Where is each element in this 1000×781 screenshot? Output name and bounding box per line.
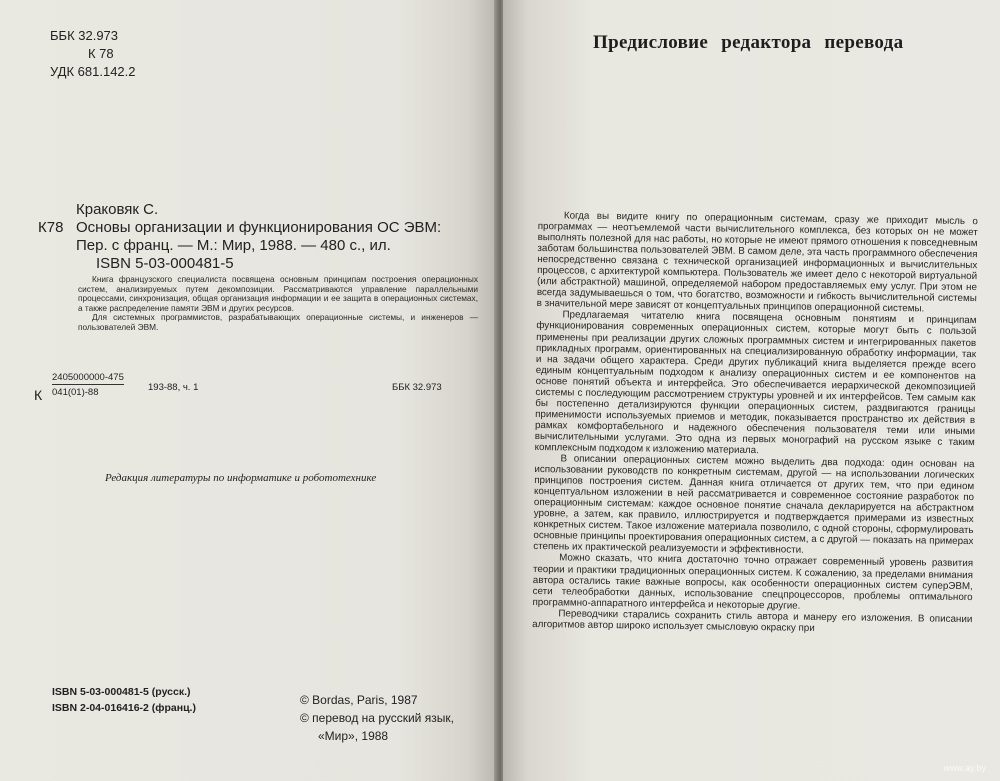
author-name: Краковяк С. — [76, 201, 159, 218]
preface-paragraph: В описании операционных систем можно выделить два подхода: один основан на использовании руководств по конкретным системам, другой — на использовании логических принципов построения систем. Данная книга отличается от других тем, что при едином концептуальном изложении в ней рассматривается и современное состояние разработок по операционным системам: каждое основное понятие сначала декларируется на абстрактном уровне, а затем, как правило, иллюстрируется и подтверждается примерами из известных конкретных систем. Такое изложение материала позволило, с одной стороны, сформулировать основные принципы проектирования операционных систем, а с другой — показать на примерах степень их практической реализуемости и эффективности. — [533, 453, 975, 557]
editorial-office: Редакция литературы по информатике и робототехнике — [105, 472, 377, 484]
isbn-russian: ISBN 5-03-000481-5 (русск.) — [52, 686, 191, 698]
k78-label: К78 — [38, 219, 64, 236]
isbn-line: ISBN 5-03-000481-5 — [96, 255, 234, 272]
preface-paragraph: Когда вы видите книгу по операционным системам, сразу же приходит мысль о программах — неотъемлемой части вычислительного комплекса, без которых он не может выполнять полезной для нас работы, но которые не имеют прямого отношения к повседневным заботам большинства пользователей ЭВМ. В самом деле, эта часть программного обеспечения непосредственно связана с технической организацией информационных и вычислительных процессов, с архитектурой компьютера. Пользователь же имеет дело с некоторой виртуальной (или абстрактной) машиной, определяемой набором предоставляемых ему услуг. При этом не всегда задумываешься о том, что богатство, возможности и гибкость вычислительной системы в значительной мере зависят от концептуальных принципов операционной системы. — [536, 210, 978, 315]
author-mark: К 78 — [88, 46, 114, 61]
watermark: www.ay.by — [943, 763, 986, 773]
annotation-paragraph: Для системных программистов, разрабатывающих операционные системы, и инженеров — пользователей ЭВМ. — [78, 312, 478, 332]
annotation-paragraph: Книга французского специалиста посвящена основным принципам построения операционных систем, анализируемых путем декомпозиции. Рассматриваются управление параллельными процессами, синхронизация, общая организация информации и ее защита в операционных системах, а также распределение памяти ЭВМ и других ресурсов. — [78, 274, 478, 313]
isbn-french: ISBN 2-04-016416-2 (франц.) — [52, 702, 196, 714]
series-code: 193-88, ч. 1 — [148, 382, 199, 393]
preface-title: Предисловие редактора перевода — [593, 32, 904, 53]
preface-paragraph: Переводчики старались сохранить стиль автора и манеру его изложения. В описании алгоритмов автор широко использует смысловую окраску при — [532, 608, 973, 634]
copyright-bordas: © Bordas, Paris, 1987 — [300, 693, 418, 707]
fraction-numerator: 2405000000-475 — [52, 372, 124, 383]
bbk-code: ББК 32.973 — [50, 28, 119, 43]
udk-code: УДК 681.142.2 — [50, 64, 136, 79]
fraction-denominator: 041(01)-88 — [52, 387, 99, 398]
preface-paragraph: Можно сказать, что книга достаточно точно отражает современный уровень развития теории и практики традиционных операционных систем. К сожалению, за пределами внимания автора остались такие важные вопросы, как особенности операционных систем суперЭВМ, сети телеобработки данных, использование спецпроцессоров, проблемы оптимального программно-аппаратного интерфейса и некоторые другие. — [532, 552, 974, 612]
preface-body — [532, 210, 978, 636]
book-title-line1: Основы организации и функционирования ОС ЭВМ: — [76, 219, 442, 236]
book-title-line2: Пер. с франц. — М.: Мир, 1988. — 480 с., ил. — [76, 237, 391, 254]
copyright-mir: «Мир», 1988 — [318, 729, 389, 743]
annotation — [78, 275, 478, 332]
preface-paragraph: Предлагаемая читателю книга посвящена основным понятиям и принципам функционирования современных операционных систем, которые могут быть с пользой применены при реализации других сложных программных систем и интегрированных пакетов прикладных программ, ориентированных на специализированную обработку информации, так и на задачи общего характера. Среди других публикаций книга выделяется прежде всего единым концептуальным подходом к анализу операционных систем и ее компонентов на основе понятий объекта и интерфейса. Это обеспечивается иерархической декомпозицией системы с последующим рассмотрением структуры уровней и их интерфейсов. Тем самым как бы постепенно детализируются функции операционных систем, раздвигаются границы применимости используемых приемов и методик, показывается пространство их действия в рамках комфортабельного и надежного обеспечения пользователя теми или иными вычислительными услугами. Это одна из первых монографий на русском языке с таким комплексным подходом к изложению материала. — [534, 309, 977, 457]
k-letter: К — [34, 387, 43, 403]
left-page — [0, 0, 497, 781]
copyright-translation: © перевод на русский язык, — [300, 711, 454, 725]
publishing-code-fraction — [52, 372, 124, 398]
bbk-bottom: ББК 32.973 — [392, 382, 442, 393]
